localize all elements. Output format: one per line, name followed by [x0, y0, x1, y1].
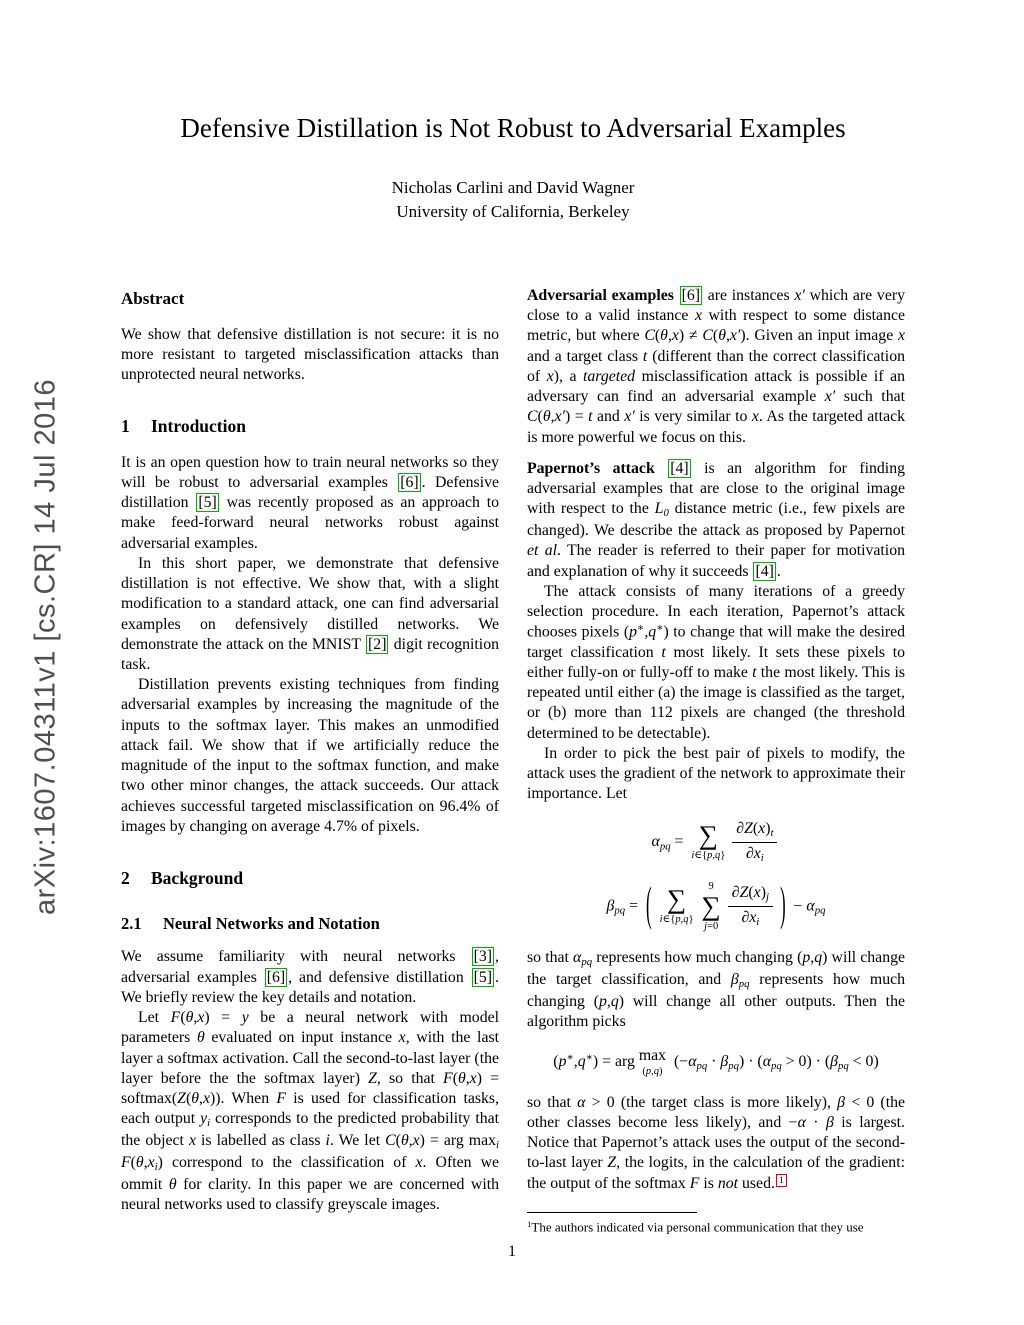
math-operator [691, 822, 725, 862]
citation-link[interactable]: [3] [473, 948, 493, 966]
paragraph: In order to pick the best pair of pixels to modify, the attack uses the gradient of the network to approximate their importance. Let [527, 744, 905, 803]
bold-text: Papernot’s attack [527, 459, 668, 477]
page-number: 1 [508, 1243, 516, 1260]
subscript: pq [728, 1060, 740, 1073]
superscript: ∗ [585, 1051, 593, 1064]
italic-text: θ [718, 327, 726, 345]
italic-text: j [704, 920, 708, 932]
italic-text: et al [527, 542, 557, 560]
italic-text: x [758, 819, 766, 837]
italic-text: θ [168, 1176, 177, 1194]
italic-text: C [702, 327, 713, 345]
italic-text: F [443, 1069, 453, 1087]
italic-text: not [717, 1174, 739, 1192]
superscript: ∗ [637, 622, 645, 635]
math-operator [639, 1047, 666, 1078]
arxiv-watermark: arXiv:1607.04311v1 [cs.CR] 14 Jul 2016 [29, 379, 62, 915]
left-column [121, 286, 499, 1236]
italic-text: x [694, 307, 702, 325]
two-column-body [121, 286, 905, 1236]
bold-text: Adversarial examples [527, 286, 679, 304]
subscript: pq [771, 1060, 782, 1073]
fraction [732, 820, 777, 865]
italic-text: F [170, 1009, 181, 1027]
equation-argmax: (p∗,q∗) = arg max (p,q) $(-\alpha_{pq} \cdot \beta_{pq}) \cdot (\alpha_{pq} > 0) \cdot (\beta_{pq} < 0)$ [553, 1047, 879, 1077]
italic-text: p [645, 1065, 652, 1077]
italic-text: F [689, 1174, 700, 1192]
right-column [527, 286, 905, 1236]
italic-text: Z [744, 819, 753, 837]
italic-text: C [644, 327, 655, 345]
subscript: pq [659, 839, 671, 852]
italic-text: q [814, 948, 823, 966]
operator-symbol: ∑ [701, 890, 721, 921]
italic-text: q [683, 914, 689, 926]
subsection-number: 2.1 [121, 914, 142, 934]
italic-text: x [415, 1154, 423, 1172]
italic-text: x [753, 883, 761, 901]
citation-link[interactable]: [6] [681, 286, 701, 304]
italic-text: t [588, 408, 593, 426]
author-block [121, 176, 905, 224]
subscript: 0 [663, 507, 669, 520]
italic-text: α [573, 948, 582, 966]
subsection-heading-notation [121, 913, 499, 934]
italic-text: x [197, 1009, 205, 1027]
italic-text: i [325, 1132, 330, 1150]
citation-link[interactable]: [6] [400, 474, 419, 491]
operator-lower-limit: (p,q) [642, 1065, 663, 1077]
abstract-heading: Abstract [121, 288, 185, 308]
fraction-numerator: $\partial Z(x)_j$ [728, 884, 773, 907]
italic-text: x [897, 327, 905, 345]
subscript: pq [581, 956, 593, 969]
italic-text: θ [400, 1132, 409, 1150]
italic-text: t [661, 643, 666, 661]
italic-text: targeted [583, 367, 636, 385]
operator-lower-limit: j=0 [704, 920, 719, 932]
italic-text: q [577, 1053, 586, 1071]
italic-text: β [730, 970, 739, 988]
italic-text: β [825, 1113, 834, 1131]
subscript: j [765, 890, 769, 903]
italic-text: β [606, 896, 615, 914]
italic-text: θ [191, 1089, 199, 1107]
italic-text: x [412, 1132, 420, 1150]
italic-text: C [385, 1132, 396, 1150]
footnote-rule [527, 1212, 697, 1213]
italic-text: Z [739, 883, 749, 901]
italic-text: x [671, 327, 679, 345]
subscript: i [154, 1161, 158, 1174]
italic-text: α [806, 896, 815, 914]
footnote-ref[interactable]: 1 [776, 1174, 787, 1187]
italic-text: Z [368, 1069, 377, 1087]
subscript: i [756, 915, 760, 928]
italic-text: p [707, 850, 713, 862]
italic-text: Z [607, 1154, 617, 1172]
paper-authors: Nicholas Carlini and David Wagner [391, 178, 635, 198]
italic-text: θ [135, 1154, 144, 1172]
superscript: 1 [527, 1218, 532, 1229]
paragraph: It is an open question how to train neural networks so they will be robust to adversarial examples [6] . Defensive distillation [5] was recently proposed as an approach to make feed-forward neural networks robust against adversarial examples. [121, 453, 499, 552]
italic-text: x [546, 367, 554, 385]
italic-text: F [276, 1089, 286, 1107]
superscript: ∗ [656, 622, 664, 635]
section-number: 2 [121, 867, 130, 888]
paragraph-papernots-attack: Papernot’s attack [4] is an algorithm for finding adversarial examples that are close to the original image with respect to the $L_0$ distance metric (i.e., few pixels are changed). We describe the attack as proposed by Papernot et al. The reader is referred to their paper for motivation and explanation of why it succeeds [4] . [527, 459, 905, 580]
italic-text: θ [660, 327, 668, 345]
italic-text: θ [542, 408, 551, 426]
operator-symbol: max [638, 1047, 667, 1065]
paragraph: Distillation prevents existing techniques from finding adversarial examples by increasing the magnitude of the inputs to the softmax layer. This makes an unmodified attack fail. We show that if we artificially reduce the magnitude of the input to the softmax function, and make two other minor changes, the attack succeeds. Our attack achieves successful targeted misclassification on 96.4% of images by changing on average 4.7% of pixels. [121, 676, 499, 835]
section-title: Introduction [151, 416, 246, 437]
paper-title: Defensive Distillation is Not Robust to Adversarial Examples [180, 113, 846, 143]
section-title: Background [151, 867, 244, 888]
subscript: t [770, 826, 774, 839]
paragraph: so that $\alpha_{pq}$ represents how much changing (p,q) will change the target classification, and $\beta_{pq}$ represents how much changing (p,q) will change all other outputs. Then the algorithm picks [527, 948, 905, 1031]
paragraph: In this short paper, we demonstrate that defensive distillation is not effective. We show that, with a slight modification to a standard attack, one can find adversarial examples on defensively distilled networks. We demonstrate the attack on the MNIST [2] digit recognition task. [121, 554, 499, 673]
italic-text: x′ [794, 286, 805, 304]
subscript: i [207, 1117, 211, 1130]
equation-beta: $\beta_{pq}$ = ( ∑ i∈{p,q} 9 ∑ j=0 $\frac{\partial Z(x)_j}{\partial x_i}$ ) − $\alpha_{pq}$ [606, 877, 826, 932]
italic-text: t [642, 347, 648, 365]
italic-text: β [837, 1093, 846, 1111]
italic-text: q [715, 850, 721, 862]
operator-symbol: ∑ [666, 884, 687, 915]
italic-text: x′ [729, 327, 741, 345]
italic-text: x [188, 1132, 196, 1150]
citation-link[interactable]: [6] [266, 968, 286, 986]
superscript: ∗ [566, 1051, 574, 1064]
paragraph-adversarial-examples: Adversarial examples [6] are instances x′ which are very close to a valid instance x with respect to some distance metric, but where C(θ,x) ≠ C(θ,x′). Given an input image x and a target class t (different than the correct classification of x), a targeted misclassification attack is possible if an adversary can find an adversarial example x′ such that C(θ,x′) = t and x′ is very similar to x. As the targeted attack is more powerful we focus on this. [527, 286, 906, 446]
italic-text: i [691, 850, 695, 862]
math-operator [660, 886, 694, 926]
italic-text: x [751, 408, 759, 426]
italic-text: y [200, 1110, 208, 1128]
italic-text: p [675, 914, 681, 926]
subscript: i [496, 1139, 499, 1152]
left-paren: ( [645, 877, 652, 931]
italic-text: q [653, 1065, 660, 1077]
paragraph: The attack consists of many iterations of a greedy selection procedure. In each iteration, Papernot’s attack chooses pixels (p∗,q∗) to change that will make the desired target classification t most likely. It sets these pixels to either fully-on or fully-off to make t the most likely. This is repeated until either (a) the image is classified as the target, or (b) more than 112 pixels are changed (the threshold determined to be detectable). [527, 582, 906, 742]
subscript: i [760, 851, 764, 864]
operator-lower-limit: i∈{p,q} [659, 914, 694, 926]
abstract-paragraph: We show that defensive distillation is not secure: it is no more resistant to targeted misclassification attacks than unprotected neural networks. [121, 325, 499, 384]
subscript: pq [696, 1060, 708, 1073]
italic-text: x′ [624, 408, 635, 426]
citation-link[interactable]: [5] [473, 968, 493, 986]
fraction-numerator: $\partial Z(x)_t$ [732, 820, 777, 843]
fraction-denominator: $\partial x_i$ [741, 908, 760, 928]
right-paren: ) [779, 877, 786, 931]
operator-lower-limit: i∈{p,q} [691, 850, 726, 862]
fraction [728, 884, 773, 929]
italic-text: x [398, 1029, 406, 1047]
italic-text: x [147, 1154, 155, 1172]
section-heading-background [121, 867, 499, 889]
citation-link[interactable]: [4] [755, 562, 774, 580]
subscript: pq [814, 904, 826, 917]
italic-text: q [648, 623, 657, 641]
italic-text: α [651, 832, 660, 850]
italic-text: θ [196, 1029, 205, 1047]
italic-text: x [202, 1089, 210, 1107]
section-number: 1 [121, 416, 130, 437]
operator-symbol: ∑ [698, 820, 718, 851]
italic-text: y [241, 1009, 249, 1027]
italic-text: x [469, 1069, 477, 1087]
fraction-denominator: $\partial x_i$ [745, 844, 764, 864]
italic-text: α [577, 1093, 586, 1111]
italic-text: β [720, 1053, 729, 1071]
subsection-title: Neural Networks and Notation [163, 914, 380, 934]
paragraph: Let F(θ,x) = y be a neural network with model parameters θ evaluated on input instance x, with the last layer a softmax activation. Call the second-to-last layer (the layer before the the softmax layer) Z, so that F(θ,x) = softmax(Z(θ,x)). When F is used for classification tasks, each output $y_i$ corresponds to the predicted probability that the object x is labelled as class i. We let C(θ,x) = arg $\max_i F(\theta,x_i)$ correspond to the classification of x. Often we ommit θ for clarity. In this paper we are concerned with neural networks used to classify greyscale images. [121, 1009, 500, 1214]
subscript: pq [738, 978, 750, 991]
section-heading-introduction [121, 415, 499, 437]
citation-link[interactable]: [5] [198, 494, 217, 512]
italic-text: i [659, 914, 663, 926]
italic-text: α [762, 1053, 771, 1071]
italic-text: q [610, 992, 619, 1010]
italic-text: F [121, 1154, 131, 1172]
equation-alpha: $\alpha_{pq}$ = ∑ i∈{p,q} $\frac{\partial Z(x)_t}{\partial x_i}$ [527, 820, 905, 865]
italic-text: θ [457, 1069, 466, 1087]
citation-link[interactable]: [4] [670, 459, 689, 477]
italic-text: x′ [824, 388, 836, 406]
paragraph: We assume familiarity with neural networks [3] , adversarial examples [6] , and defensive distillation [5] . We briefly review the key details and notation. [121, 948, 499, 1006]
italic-text: θ [185, 1009, 194, 1027]
operator-upper-limit: 9 [708, 880, 714, 892]
italic-text: p [558, 1053, 567, 1071]
subscript: pq [614, 904, 626, 917]
citation-link[interactable]: [2] [368, 635, 387, 653]
italic-text: L [654, 500, 664, 518]
paragraph: so that α > 0 (the target class is more likely), β < 0 (the other classes become less likely), and −α · β is largest. Notice that Papernot’s attack uses the output of the second-to-last layer Z, the logits, in the calculation of the gradient: the output of the softmax F is not used. $^1$ [527, 1093, 905, 1192]
italic-text: α [688, 1053, 697, 1071]
italic-text: α [797, 1113, 806, 1131]
italic-text: t [752, 664, 757, 682]
italic-text: p [802, 948, 811, 966]
italic-text: x [753, 844, 761, 862]
footnote-text: $^1$The authors indicated via personal communication that they use [527, 1218, 864, 1235]
paper-affiliation: University of California, Berkeley [396, 202, 630, 222]
italic-text: p [629, 623, 638, 641]
math-operator [702, 880, 721, 933]
italic-text: x′ [554, 408, 565, 426]
italic-text: β [830, 1053, 838, 1071]
subscript: pq [838, 1060, 849, 1073]
italic-text: C [527, 408, 538, 426]
italic-text: x [749, 908, 757, 926]
italic-text: p [598, 992, 607, 1010]
italic-text: Z [177, 1089, 186, 1107]
